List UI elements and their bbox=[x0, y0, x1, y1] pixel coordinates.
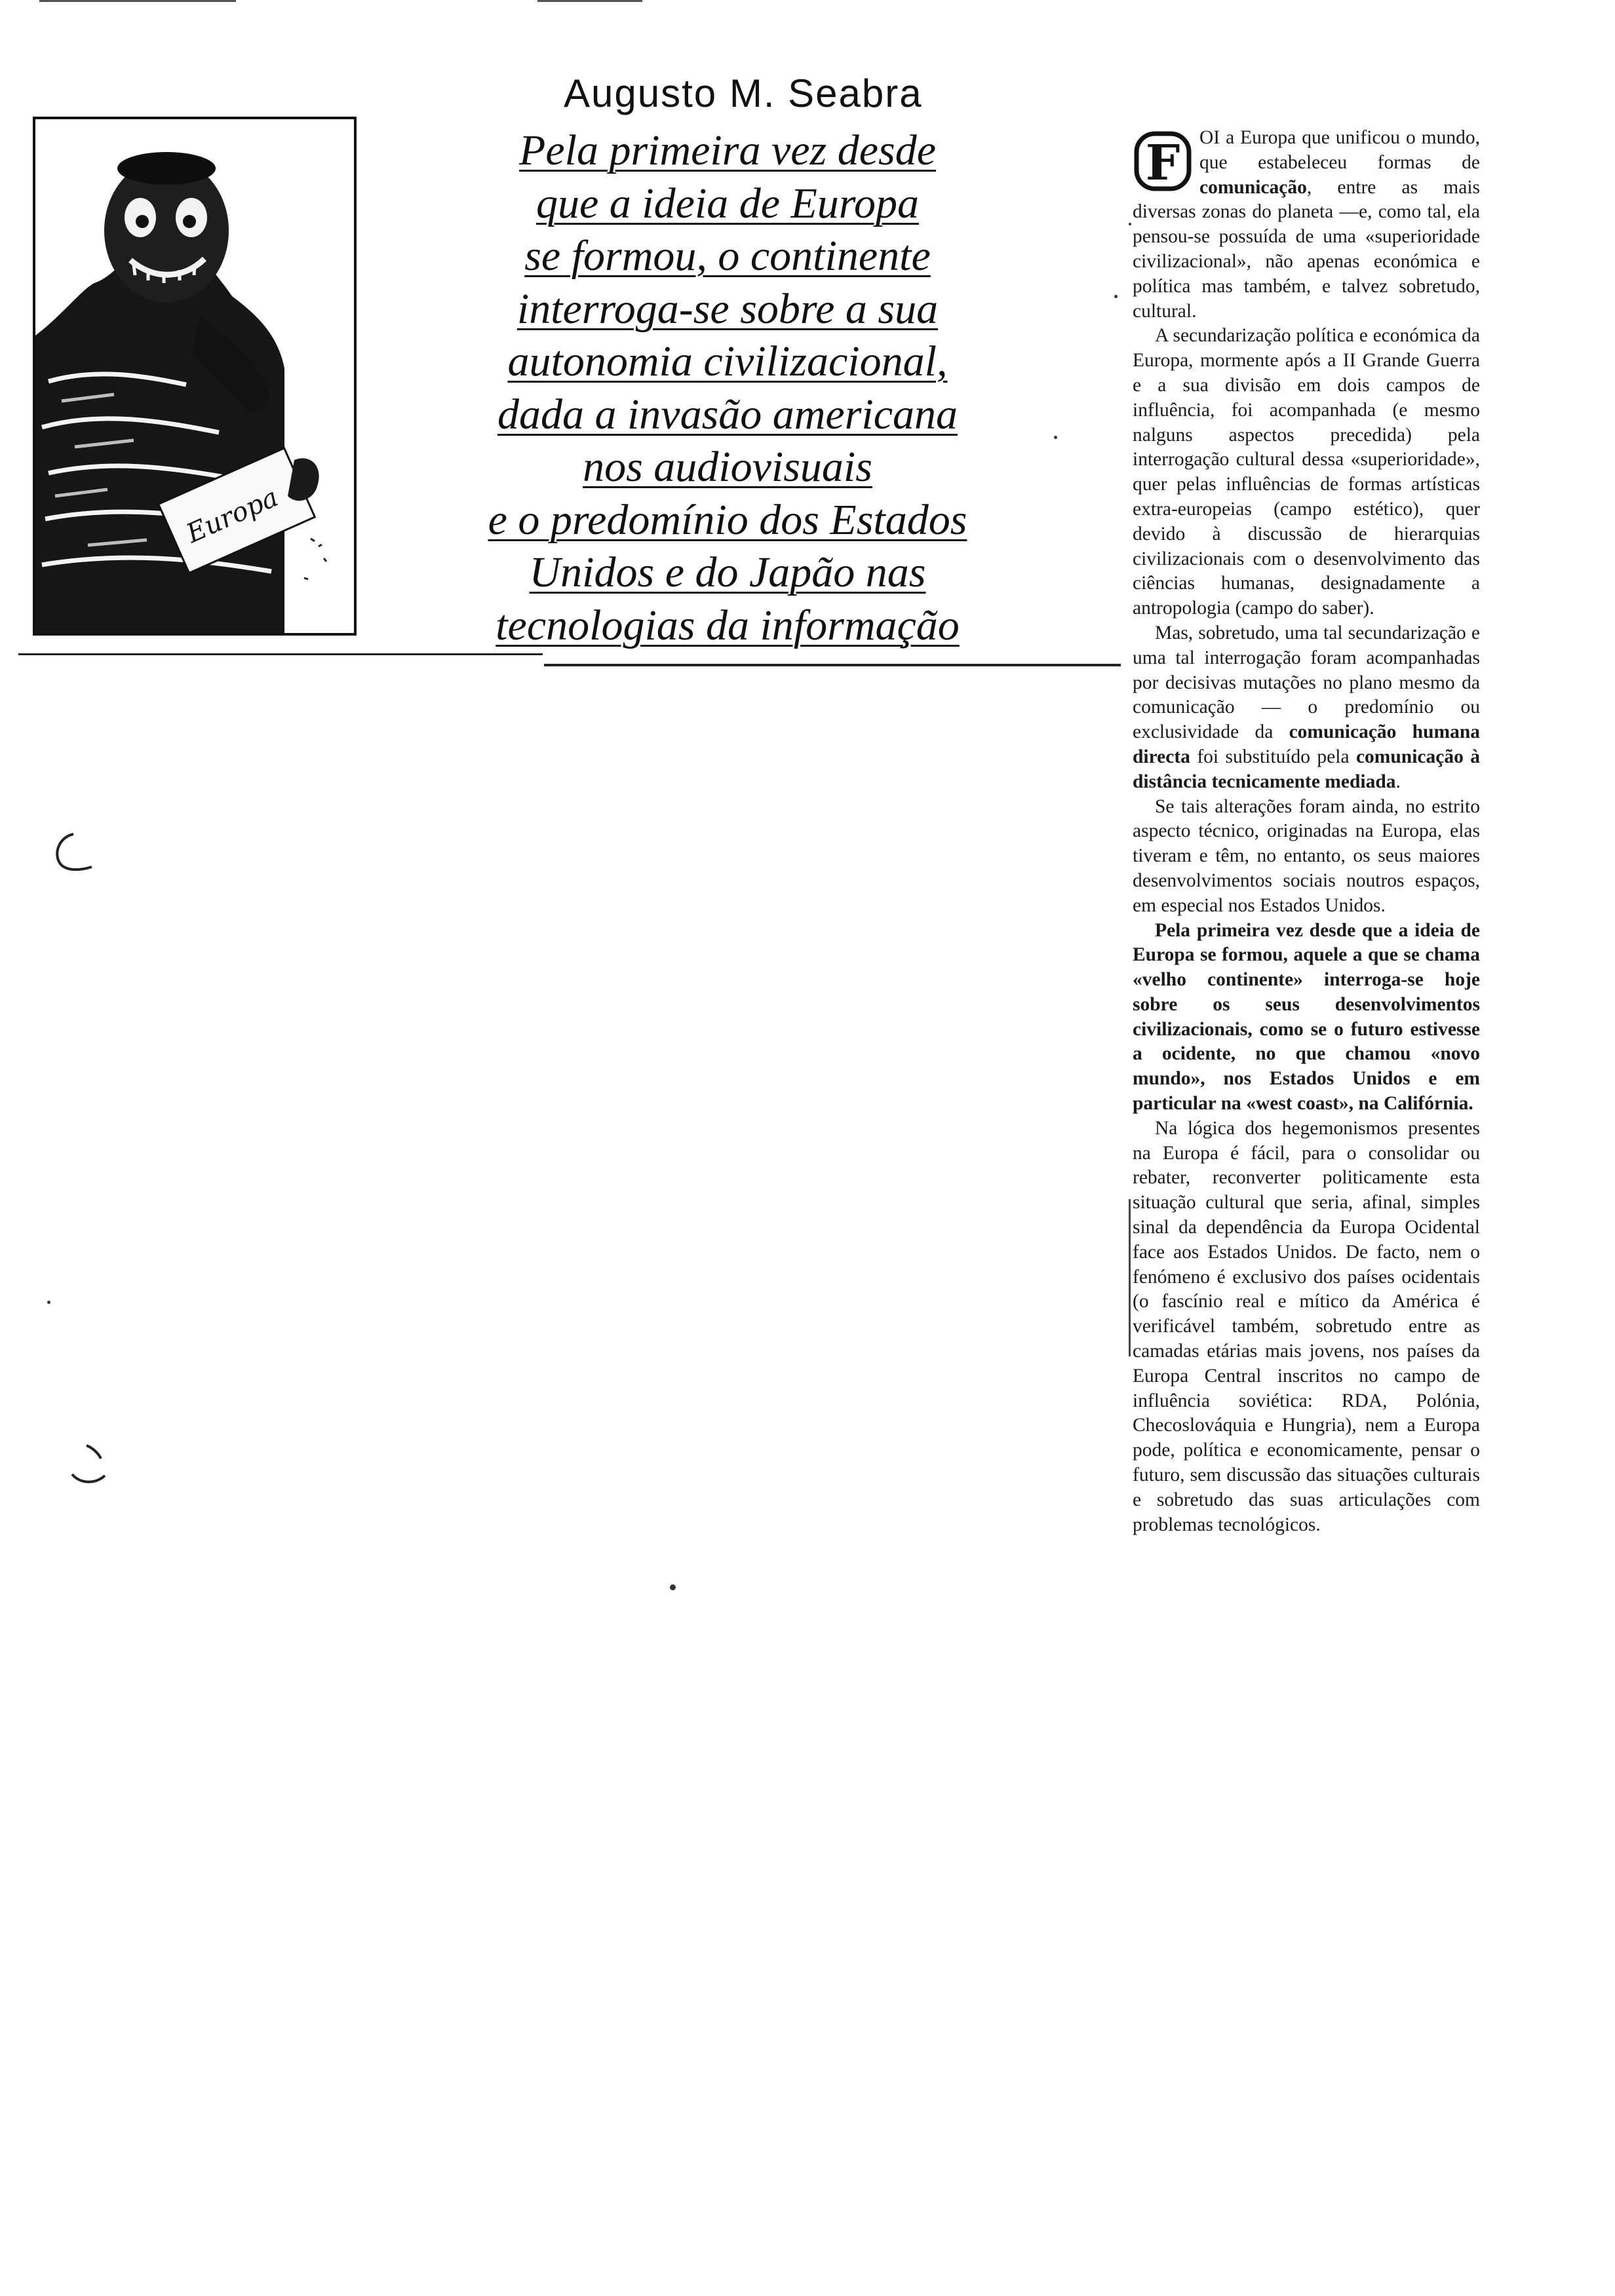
article-paragraph-3 bbox=[1133, 621, 1480, 795]
paragraph-text: . bbox=[1395, 771, 1401, 792]
note-text: Europa bbox=[182, 482, 283, 550]
headline-line: tecnologias da informação bbox=[496, 601, 960, 649]
headline-line: Pela primeira vez desde bbox=[519, 126, 936, 174]
cartoon-illustration bbox=[33, 117, 357, 636]
paragraph-text: foi substituído pela bbox=[1190, 746, 1356, 767]
headline-line: dada a invasão americana bbox=[497, 390, 958, 438]
article-paragraph-2: A secundarização política e económica da Europa, mormente após a II Grande Guerra e a sua divisão em dois campos de influência, foi acompanhada (e mesmo nalguns aspectos precedida) pela interrogação cultural dessa «superioridade», quer pelas influências de formas artísticas extra-europeias (campo estético), quer devido à discussão de hierarquias civilizacionais com o desenvolvimento das ciências humanas, designadamente a antropologia (campo do saber). bbox=[1133, 325, 1480, 619]
headline-line: Unidos e do Japão nas bbox=[529, 548, 926, 596]
headline-line: nos audiovisuais bbox=[583, 443, 872, 491]
scan-top-edge-right bbox=[537, 0, 642, 2]
headline-line: e o predomínio dos Estados bbox=[488, 495, 967, 544]
scan-dot bbox=[670, 1584, 676, 1590]
dropcap-icon bbox=[1133, 130, 1193, 193]
article-paragraph-5: Pela primeira vez desde que a ideia de Europa se formou, aquele a que se chama «velho continente» interroga-se hoje sobre os seus desenvolvimentos civilizacionais, como se o futuro estivesse a ocidente, no que chamou «novo mundo», nos Estados Unidos e em particular na «west coast», na Califórnia. bbox=[1133, 919, 1480, 1115]
dropcap-letter: F bbox=[1145, 135, 1180, 191]
paragraph-text: , entre as mais diversas zonas do planeta —e, como tal, ela pensou-se possuída de uma «superioridade civilizacional», não apenas económica e política mas também, e talvez sobretudo, cultural. bbox=[1133, 176, 1480, 322]
margin-bar bbox=[1129, 1199, 1131, 1356]
header-rule-right bbox=[544, 664, 1121, 666]
scan-dot bbox=[1129, 223, 1131, 225]
scan-dot bbox=[1114, 295, 1118, 298]
paragraph-bold: comunicação à distância tecnicamente mediada bbox=[1133, 746, 1480, 792]
scan-mark-c-lower bbox=[67, 1442, 119, 1494]
article-column bbox=[1133, 126, 1480, 1537]
scan-dot bbox=[1054, 436, 1057, 439]
paragraph-bold: comunicação humana directa bbox=[1133, 721, 1480, 767]
scan-dot bbox=[47, 1301, 50, 1304]
article-paragraph-6: Na lógica dos hegemonismos presentes na Europa é fácil, para o consolidar ou rebater, reconverter politicamente esta situação cultural que seria, afinal, simples sinal da dependência da Europa Ocidental face aos Estados Unidos. De facto, nem o fenómeno é exclusivo dos países ocidentais (o fascínio real e mítico da América é verificável também, sobretudo entre as camadas etárias mais jovens, nos países da Europa Central inscritos no campo de influência soviética: RDA, Polónia, Checoslováquia e Hungria), nem a Europa pode, política e economicamente, pensar o futuro, sem discussão das situações culturais e sobretudo das suas articulações com problemas tecnológicos. bbox=[1133, 1117, 1480, 1535]
scan-mark-c-upper bbox=[49, 829, 101, 881]
article-paragraph-4: Se tais alterações foram ainda, no estrito aspecto técnico, originadas na Europa, elas tiveram e têm, no entanto, os seus maiores desenvolvimentos sociais noutros espaços, em especial nos Estados Unidos. bbox=[1133, 795, 1480, 916]
headline-line: interroga-se sobre a sua bbox=[516, 284, 939, 333]
headline-line: autonomia civilizacional, bbox=[507, 337, 948, 385]
header-rule-left bbox=[18, 653, 543, 655]
paragraph-text: Mas, sobretudo, uma tal secundarização e uma tal interrogação foram acompanhadas por decisivas mutações no plano mesmo da comunicação — o predomínio ou exclusividade da bbox=[1133, 622, 1480, 743]
headline bbox=[406, 124, 1049, 652]
paragraph-bold: comunicação bbox=[1199, 176, 1307, 198]
author-byline: Augusto M. Seabra bbox=[564, 71, 923, 115]
headline-line: que a ideia de Europa bbox=[535, 179, 920, 227]
headline-line: se formou, o continente bbox=[524, 232, 931, 280]
scan-top-edge-left bbox=[39, 0, 236, 2]
article-paragraph-1 bbox=[1133, 126, 1480, 324]
paragraph-text: OI a Europa que unificou o mundo, que estabeleceu formas de bbox=[1199, 127, 1480, 173]
